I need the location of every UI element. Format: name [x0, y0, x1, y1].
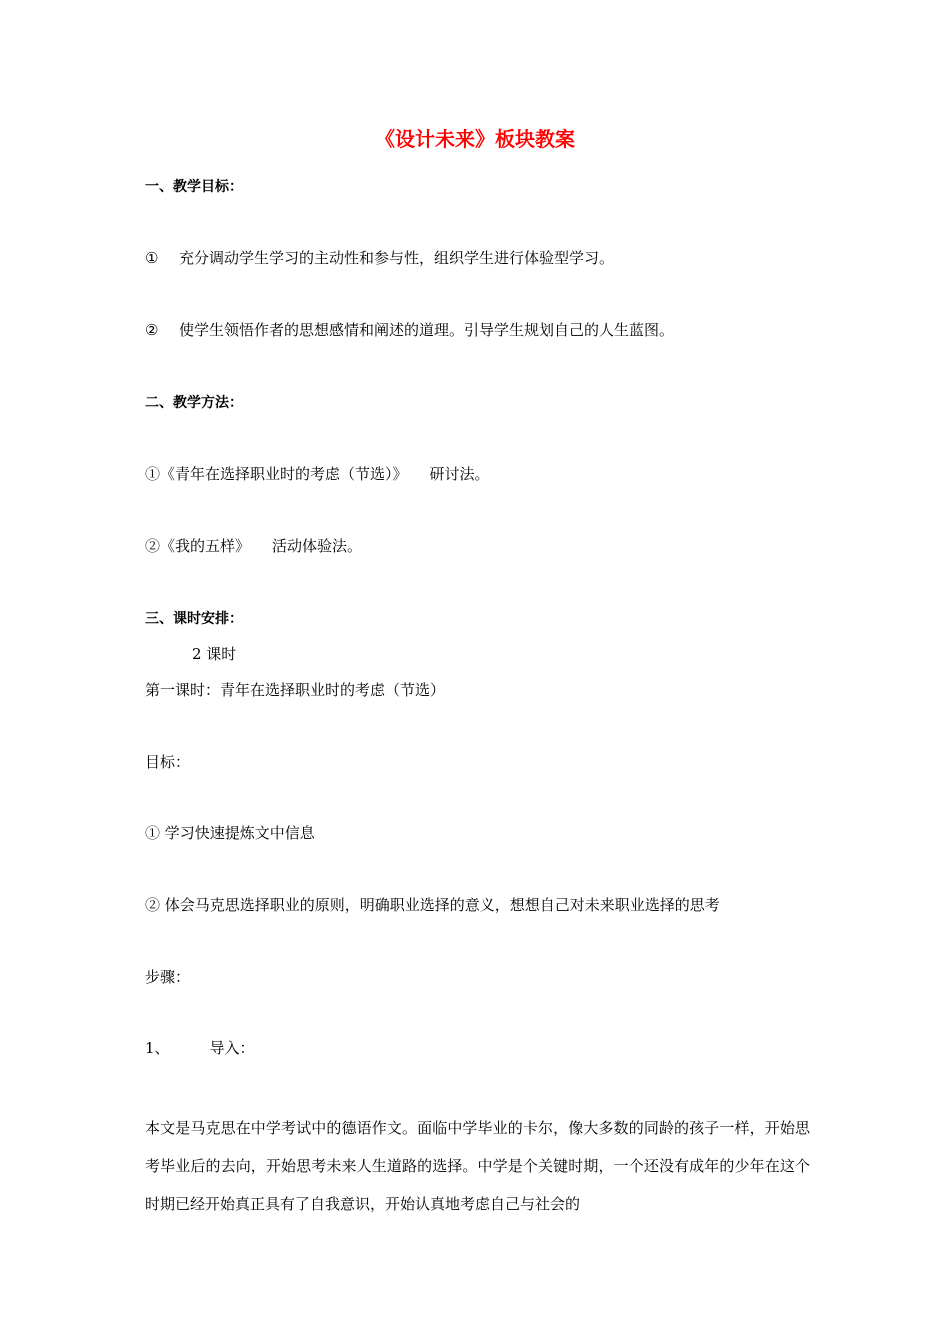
document-title: 《设计未来》板块教案: [375, 127, 575, 151]
method-item-1: [145, 464, 490, 484]
section-heading-methods: 二、教学方法：: [145, 395, 243, 411]
section-heading-objectives: 一、教学目标：: [145, 179, 243, 195]
steps-label: 步骤：: [145, 968, 191, 986]
step-1: [145, 1038, 255, 1058]
method-name: 研讨法。: [429, 465, 490, 483]
goal-item-1: ① 学习快速提炼文中信息: [145, 824, 315, 842]
goals-label: 目标：: [145, 753, 191, 771]
lesson-1-title: 第一课时：青年在选择职业时的考虑（节选）: [145, 681, 446, 699]
objective-text: 充分调动学生学习的主动性和参与性，组织学生进行体验型学习。: [179, 249, 615, 267]
objective-text: 使学生领悟作者的思想感情和阐述的道理。引导学生规划自己的人生蓝图。: [179, 321, 675, 339]
method-title: ②《我的五样》: [145, 537, 251, 555]
method-item-2: [145, 536, 362, 556]
objective-number: ②: [145, 321, 159, 339]
objective-item-1: [145, 248, 614, 268]
objective-item-2: [145, 320, 674, 340]
step-label: 导入：: [209, 1039, 255, 1057]
method-title: ①《青年在选择职业时的考虑（节选）》: [145, 465, 408, 483]
goal-item-2: ② 体会马克思选择职业的原则，明确职业选择的意义，想想自己对未来职业选择的思考: [145, 896, 720, 914]
step-number: 1、: [145, 1039, 170, 1057]
method-name: 活动体验法。: [272, 537, 363, 555]
objective-number: ①: [145, 249, 159, 267]
section-heading-schedule: 三、课时安排：: [145, 611, 243, 627]
intro-paragraph: 本文是马克思在中学考试中的德语作文。面临中学毕业的卡尔，像大多数的同龄的孩子一样，开始思考毕业后的去向，开始思考未来人生道路的选择。中学是个关键时期，一个还没有成年的少年在这个时期已经开始真正具有了自我意识，开始认真地考虑自己与社会的: [145, 1119, 810, 1213]
lesson-hours: 2 课时: [192, 645, 237, 663]
